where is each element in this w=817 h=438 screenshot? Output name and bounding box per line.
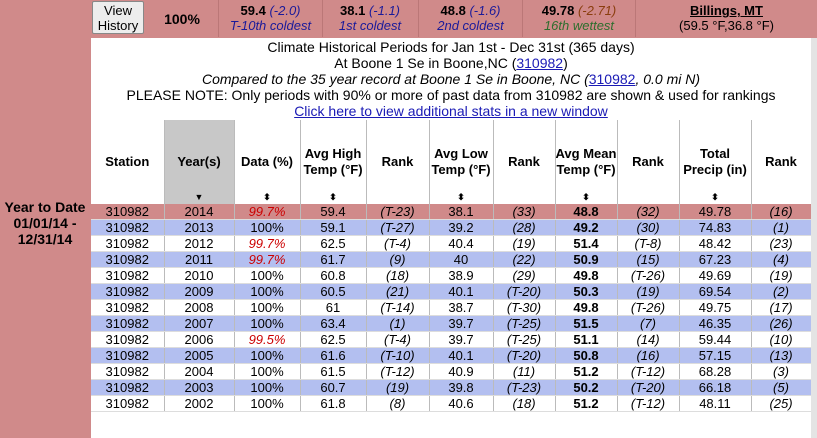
cell-high: 61 xyxy=(300,300,366,316)
cell-low: 40 xyxy=(429,252,493,268)
cell-hrank: (9) xyxy=(366,252,429,268)
cell-hrank: (T-4) xyxy=(366,236,429,252)
cell-station: 310982 xyxy=(91,364,164,380)
cell-station: 310982 xyxy=(91,268,164,284)
cell-mrank: (15) xyxy=(617,252,679,268)
cell-prank: (1) xyxy=(751,220,811,236)
cell-lrank: (28) xyxy=(493,220,555,236)
cell-data: 99.7% xyxy=(234,252,300,268)
cell-prank: (23) xyxy=(751,236,811,252)
cell-station: 310982 xyxy=(91,332,164,348)
col-station-header[interactable] xyxy=(91,120,164,204)
cell-mean: 50.2 xyxy=(555,380,617,396)
cell-precip: 48.11 xyxy=(679,396,751,412)
cell-data: 99.7% xyxy=(234,204,300,220)
cell-station: 310982 xyxy=(91,348,164,364)
table-row xyxy=(91,300,811,316)
table-row xyxy=(91,316,811,332)
low-temp-value: 38.1 xyxy=(340,3,366,18)
cell-prank: (10) xyxy=(751,332,811,348)
cell-data: 99.7% xyxy=(234,236,300,252)
cell-low: 40.6 xyxy=(429,396,493,412)
climate-table xyxy=(91,120,812,412)
cell-lrank: (T-20) xyxy=(493,348,555,364)
cell-low: 40.9 xyxy=(429,364,493,380)
cell-mrank: (7) xyxy=(617,316,679,332)
col-total-precip-label: Total Precip (in) xyxy=(683,146,747,177)
sort-desc-icon[interactable]: ▼ xyxy=(194,192,204,202)
cell-data: 100% xyxy=(234,220,300,236)
col-high-rank-label: Rank xyxy=(381,154,414,169)
cell-station: 310982 xyxy=(91,300,164,316)
col-avg-low-header[interactable] xyxy=(429,120,493,204)
results-panel xyxy=(91,38,811,438)
cell-year: 2011 xyxy=(164,252,234,268)
cell-mean: 51.4 xyxy=(555,236,617,252)
cell-hrank: (1) xyxy=(366,316,429,332)
low-temp-rank: 1st coldest xyxy=(338,18,402,33)
cell-mean: 50.8 xyxy=(555,348,617,364)
cell-prank: (13) xyxy=(751,348,811,364)
col-avg-low-label: Avg Low Temp (°F) xyxy=(431,146,491,177)
sort-toggle-icon[interactable]: ⬍ xyxy=(457,192,465,202)
table-row xyxy=(91,364,811,380)
cell-high: 60.8 xyxy=(300,268,366,284)
col-mean-rank-label: Rank xyxy=(632,154,664,169)
cell-data: 100% xyxy=(234,284,300,300)
precip-rank: 16th wettest xyxy=(543,18,615,33)
cell-data: 100% xyxy=(234,268,300,284)
cell-precip: 67.23 xyxy=(679,252,751,268)
cell-data: 99.5% xyxy=(234,332,300,348)
cell-high: 61.8 xyxy=(300,396,366,412)
col-avg-high-label: Avg High Temp (°F) xyxy=(303,146,363,177)
cell-mrank: (T-12) xyxy=(617,396,679,412)
station-id-link[interactable]: 310982 xyxy=(516,55,564,71)
cell-year: 2002 xyxy=(164,396,234,412)
col-station-label: Station xyxy=(105,154,150,169)
scrollbar[interactable] xyxy=(811,38,817,438)
data-percent-summary: 100% xyxy=(164,11,200,27)
mean-temp-rank: 2nd coldest xyxy=(437,18,504,33)
cell-mrank: (32) xyxy=(617,204,679,220)
cell-station: 310982 xyxy=(91,396,164,412)
mean-temp-summary xyxy=(419,0,523,37)
cell-precip: 57.15 xyxy=(679,348,751,364)
cell-hrank: (T-10) xyxy=(366,348,429,364)
cell-lrank: (29) xyxy=(493,268,555,284)
compare-line-close: , 0.0 mi N) xyxy=(635,71,701,87)
cell-hrank: (T-4) xyxy=(366,332,429,348)
cell-high: 60.7 xyxy=(300,380,366,396)
cell-hrank: (T-12) xyxy=(366,364,429,380)
table-row xyxy=(91,252,811,268)
cell-mean: 49.8 xyxy=(555,268,617,284)
cell-lrank: (19) xyxy=(493,236,555,252)
compare-city-link[interactable]: Billings, MT xyxy=(690,3,763,18)
year-to-date-label: Year to Date 01/01/14 - 12/31/14 xyxy=(4,199,86,247)
table-row xyxy=(91,284,811,300)
station-line-close: ) xyxy=(563,55,568,71)
col-mean-rank-header[interactable] xyxy=(617,120,679,204)
compare-line xyxy=(91,71,811,87)
table-row xyxy=(91,380,811,396)
view-history-button[interactable] xyxy=(92,1,144,34)
cell-mean: 48.8 xyxy=(555,204,617,220)
cell-prank: (26) xyxy=(751,316,811,332)
compare-line-text: Compared to the 35 year record at Boone 1 Se in Boone, NC ( xyxy=(201,71,589,87)
cell-prank: (2) xyxy=(751,284,811,300)
cell-precip: 66.18 xyxy=(679,380,751,396)
compare-city-normals: (59.5 °F,36.8 °F) xyxy=(679,18,774,33)
cell-low: 38.1 xyxy=(429,204,493,220)
cell-precip: 69.54 xyxy=(679,284,751,300)
cell-prank: (17) xyxy=(751,300,811,316)
cell-year: 2006 xyxy=(164,332,234,348)
cell-year: 2012 xyxy=(164,236,234,252)
col-precip-rank-label: Rank xyxy=(765,154,797,169)
cell-data: 100% xyxy=(234,316,300,332)
cell-mean: 51.2 xyxy=(555,396,617,412)
station-line-text: At Boone 1 Se in Boone,NC ( xyxy=(334,55,517,71)
col-avg-mean-header[interactable] xyxy=(555,120,617,204)
table-row xyxy=(91,396,811,412)
cell-precip: 74.83 xyxy=(679,220,751,236)
col-data-pct-header[interactable] xyxy=(234,120,300,204)
cell-mrank: (T-8) xyxy=(617,236,679,252)
cell-station: 310982 xyxy=(91,236,164,252)
cell-lrank: (33) xyxy=(493,204,555,220)
low-temp-summary xyxy=(322,0,419,37)
cell-mean: 49.8 xyxy=(555,300,617,316)
cell-mean: 51.1 xyxy=(555,332,617,348)
cell-high: 63.4 xyxy=(300,316,366,332)
col-data-pct-label: Data (%) xyxy=(240,154,293,169)
cell-low: 39.7 xyxy=(429,316,493,332)
cell-lrank: (T-30) xyxy=(493,300,555,316)
cell-year: 2013 xyxy=(164,220,234,236)
cell-high: 59.1 xyxy=(300,220,366,236)
cell-year: 2010 xyxy=(164,268,234,284)
high-temp-summary xyxy=(218,0,323,37)
cell-station: 310982 xyxy=(91,380,164,396)
cell-lrank: (T-20) xyxy=(493,284,555,300)
cell-mrank: (T-26) xyxy=(617,268,679,284)
cell-precip: 48.42 xyxy=(679,236,751,252)
cell-hrank: (T-23) xyxy=(366,204,429,220)
table-row xyxy=(91,332,811,348)
cell-prank: (4) xyxy=(751,252,811,268)
cell-mean: 51.5 xyxy=(555,316,617,332)
cell-year: 2014 xyxy=(164,204,234,220)
cell-mean: 51.2 xyxy=(555,364,617,380)
precip-summary xyxy=(523,0,636,37)
sort-toggle-icon[interactable]: ⬍ xyxy=(711,192,719,202)
data-note: PLEASE NOTE: Only periods with 90% or more of past data from 310982 are shown & used for rankings xyxy=(126,87,776,103)
cell-station: 310982 xyxy=(91,284,164,300)
col-precip-rank-header[interactable] xyxy=(751,120,811,204)
compare-station-link[interactable]: 310982 xyxy=(588,71,636,87)
cell-hrank: (18) xyxy=(366,268,429,284)
cell-high: 61.7 xyxy=(300,252,366,268)
cell-low: 40.4 xyxy=(429,236,493,252)
cell-low: 39.7 xyxy=(429,332,493,348)
cell-low: 39.8 xyxy=(429,380,493,396)
cell-mrank: (30) xyxy=(617,220,679,236)
table-row xyxy=(91,204,811,220)
cell-mrank: (19) xyxy=(617,284,679,300)
precip-anomaly: (-2.71) xyxy=(577,3,617,18)
col-low-rank-label: Rank xyxy=(508,154,540,169)
cell-mrank: (T-12) xyxy=(617,364,679,380)
low-temp-anomaly: (-1.1) xyxy=(368,3,400,18)
cell-data: 100% xyxy=(234,364,300,380)
cell-low: 40.1 xyxy=(429,348,493,364)
cell-year: 2007 xyxy=(164,316,234,332)
mean-temp-value: 48.8 xyxy=(440,3,466,18)
cell-precip: 49.78 xyxy=(679,204,751,220)
cell-data: 100% xyxy=(234,380,300,396)
cell-prank: (3) xyxy=(751,364,811,380)
cell-station: 310982 xyxy=(91,316,164,332)
cell-low: 38.7 xyxy=(429,300,493,316)
table-row xyxy=(91,348,811,364)
cell-lrank: (T-23) xyxy=(493,380,555,396)
sort-toggle-icon[interactable]: ⬍ xyxy=(582,192,590,202)
cell-hrank: (T-27) xyxy=(366,220,429,236)
cell-station: 310982 xyxy=(91,252,164,268)
cell-precip: 49.75 xyxy=(679,300,751,316)
cell-precip: 68.28 xyxy=(679,364,751,380)
cell-mrank: (T-20) xyxy=(617,380,679,396)
compare-city xyxy=(636,0,817,37)
cell-low: 38.9 xyxy=(429,268,493,284)
cell-high: 61.6 xyxy=(300,348,366,364)
cell-mean: 50.3 xyxy=(555,284,617,300)
cell-high: 61.5 xyxy=(300,364,366,380)
cell-prank: (19) xyxy=(751,268,811,284)
cell-low: 39.2 xyxy=(429,220,493,236)
cell-year: 2003 xyxy=(164,380,234,396)
mean-temp-anomaly: (-1.6) xyxy=(469,3,501,18)
col-avg-mean-label: Avg Mean Temp (°F) xyxy=(555,146,617,177)
cell-data: 100% xyxy=(234,300,300,316)
col-avg-high-header[interactable] xyxy=(300,120,366,204)
cell-hrank: (21) xyxy=(366,284,429,300)
report-header xyxy=(91,38,811,119)
cell-high: 62.5 xyxy=(300,332,366,348)
additional-stats-link[interactable]: Click here to view additional stats in a new window xyxy=(294,103,608,119)
cell-prank: (16) xyxy=(751,204,811,220)
cell-high: 59.4 xyxy=(300,204,366,220)
view-history-label: View History xyxy=(97,3,139,33)
report-title: Climate Historical Periods for Jan 1st - Dec 31st (365 days) xyxy=(267,39,635,55)
cell-lrank: (11) xyxy=(493,364,555,380)
cell-precip: 46.35 xyxy=(679,316,751,332)
cell-mrank: (14) xyxy=(617,332,679,348)
cell-mrank: (16) xyxy=(617,348,679,364)
cell-hrank: (T-14) xyxy=(366,300,429,316)
cell-mean: 50.9 xyxy=(555,252,617,268)
cell-lrank: (18) xyxy=(493,396,555,412)
cell-low: 40.1 xyxy=(429,284,493,300)
cell-prank: (25) xyxy=(751,396,811,412)
col-low-rank-header[interactable] xyxy=(493,120,555,204)
sort-toggle-icon[interactable]: ⬍ xyxy=(263,192,271,202)
col-high-rank-header[interactable] xyxy=(366,120,429,204)
col-years-label: Year(s) xyxy=(177,154,221,169)
cell-year: 2008 xyxy=(164,300,234,316)
cell-hrank: (19) xyxy=(366,380,429,396)
high-temp-value: 59.4 xyxy=(240,3,266,18)
cell-year: 2009 xyxy=(164,284,234,300)
table-row xyxy=(91,220,811,236)
table-row xyxy=(91,236,811,252)
station-line xyxy=(91,55,811,71)
cell-mean: 49.2 xyxy=(555,220,617,236)
table-row xyxy=(91,268,811,284)
cell-year: 2004 xyxy=(164,364,234,380)
cell-station: 310982 xyxy=(91,204,164,220)
cell-precip: 49.69 xyxy=(679,268,751,284)
cell-lrank: (22) xyxy=(493,252,555,268)
col-total-precip-header[interactable] xyxy=(679,120,751,204)
cell-prank: (5) xyxy=(751,380,811,396)
cell-hrank: (8) xyxy=(366,396,429,412)
cell-station: 310982 xyxy=(91,220,164,236)
summary-bar xyxy=(0,0,817,38)
cell-lrank: (T-25) xyxy=(493,332,555,348)
high-temp-anomaly: (-2.0) xyxy=(269,3,301,18)
cell-precip: 59.44 xyxy=(679,332,751,348)
cell-year: 2005 xyxy=(164,348,234,364)
sort-toggle-icon[interactable]: ⬍ xyxy=(329,192,337,202)
cell-data: 100% xyxy=(234,396,300,412)
col-years-header[interactable] xyxy=(164,120,234,204)
cell-lrank: (T-25) xyxy=(493,316,555,332)
cell-high: 62.5 xyxy=(300,236,366,252)
cell-data: 100% xyxy=(234,348,300,364)
cell-high: 60.5 xyxy=(300,284,366,300)
high-temp-rank: T-10th coldest xyxy=(229,18,312,33)
precip-value: 49.78 xyxy=(541,3,575,18)
cell-mrank: (T-26) xyxy=(617,300,679,316)
